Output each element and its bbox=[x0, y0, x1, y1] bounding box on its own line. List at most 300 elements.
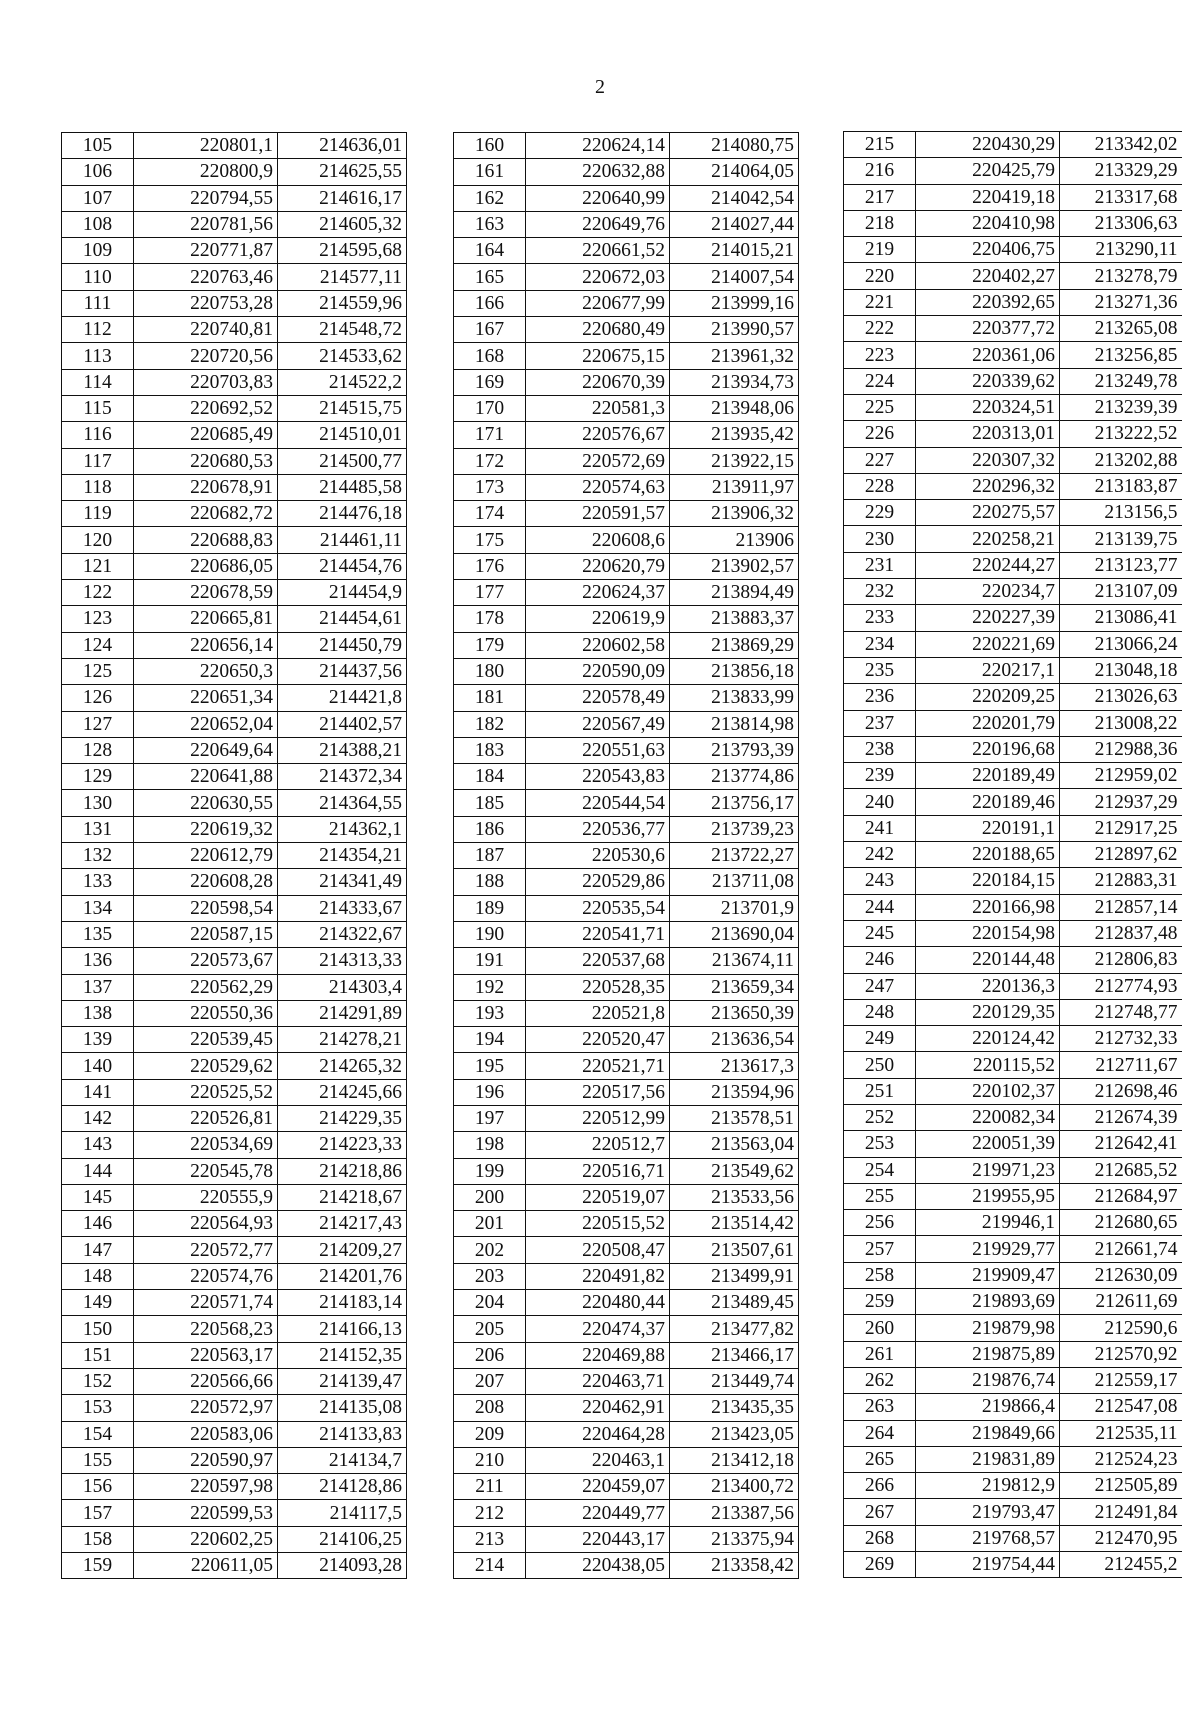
point-number-cell: 246 bbox=[844, 947, 916, 973]
point-number-cell: 175 bbox=[454, 527, 526, 553]
table-row bbox=[844, 657, 1182, 683]
x-coordinate-cell: 220361,06 bbox=[916, 342, 1060, 368]
x-coordinate-cell: 220541,71 bbox=[526, 921, 670, 947]
y-coordinate-cell: 213674,11 bbox=[670, 948, 799, 974]
x-coordinate-cell: 220227,39 bbox=[916, 605, 1060, 631]
y-coordinate-cell: 214042,54 bbox=[670, 185, 799, 211]
table-row bbox=[844, 815, 1182, 841]
x-coordinate-cell: 220529,86 bbox=[526, 869, 670, 895]
point-number-cell: 244 bbox=[844, 894, 916, 920]
point-number-cell: 190 bbox=[454, 921, 526, 947]
x-coordinate-cell: 220641,88 bbox=[134, 764, 278, 790]
table-row bbox=[62, 1500, 407, 1526]
x-coordinate-cell: 220443,17 bbox=[526, 1526, 670, 1552]
x-coordinate-cell: 220217,1 bbox=[916, 657, 1060, 683]
y-coordinate-cell: 213961,32 bbox=[670, 343, 799, 369]
table-row bbox=[844, 210, 1182, 236]
point-number-cell: 249 bbox=[844, 1026, 916, 1052]
y-coordinate-cell: 212491,84 bbox=[1060, 1499, 1182, 1525]
x-coordinate-cell: 220464,28 bbox=[526, 1421, 670, 1447]
x-coordinate-cell: 220563,17 bbox=[134, 1342, 278, 1368]
y-coordinate-cell: 214485,58 bbox=[278, 474, 407, 500]
x-coordinate-cell: 219754,44 bbox=[916, 1552, 1060, 1578]
y-coordinate-cell: 213342,02 bbox=[1060, 132, 1182, 158]
y-coordinate-cell: 212917,25 bbox=[1060, 815, 1182, 841]
point-number-cell: 146 bbox=[62, 1211, 134, 1237]
point-number-cell: 157 bbox=[62, 1500, 134, 1526]
x-coordinate-cell: 220555,9 bbox=[134, 1184, 278, 1210]
table-row bbox=[454, 895, 799, 921]
point-number-cell: 252 bbox=[844, 1104, 916, 1130]
y-coordinate-cell: 213701,9 bbox=[670, 895, 799, 921]
x-coordinate-cell: 220129,35 bbox=[916, 999, 1060, 1025]
x-coordinate-cell: 219893,69 bbox=[916, 1289, 1060, 1315]
x-coordinate-cell: 220651,34 bbox=[134, 685, 278, 711]
y-coordinate-cell: 213489,45 bbox=[670, 1290, 799, 1316]
y-coordinate-cell: 214291,89 bbox=[278, 1000, 407, 1026]
y-coordinate-cell: 214341,49 bbox=[278, 869, 407, 895]
point-number-cell: 155 bbox=[62, 1447, 134, 1473]
y-coordinate-cell: 213935,42 bbox=[670, 422, 799, 448]
point-number-cell: 250 bbox=[844, 1052, 916, 1078]
y-coordinate-cell: 214218,86 bbox=[278, 1158, 407, 1184]
y-coordinate-cell: 214388,21 bbox=[278, 737, 407, 763]
table-row bbox=[844, 1420, 1182, 1446]
table-row bbox=[844, 1341, 1182, 1367]
y-coordinate-cell: 213306,63 bbox=[1060, 210, 1182, 236]
table-row bbox=[454, 790, 799, 816]
x-coordinate-cell: 220536,77 bbox=[526, 816, 670, 842]
table-row bbox=[62, 238, 407, 264]
table-row bbox=[844, 1552, 1182, 1578]
x-coordinate-cell: 220572,77 bbox=[134, 1237, 278, 1263]
x-coordinate-cell: 220082,34 bbox=[916, 1104, 1060, 1130]
point-number-cell: 219 bbox=[844, 237, 916, 263]
point-number-cell: 266 bbox=[844, 1473, 916, 1499]
x-coordinate-cell: 220535,54 bbox=[526, 895, 670, 921]
table-row bbox=[454, 1263, 799, 1289]
y-coordinate-cell: 213477,82 bbox=[670, 1316, 799, 1342]
table-row bbox=[844, 789, 1182, 815]
y-coordinate-cell: 213856,18 bbox=[670, 658, 799, 684]
table-row bbox=[454, 1105, 799, 1131]
table-row bbox=[454, 527, 799, 553]
table-row bbox=[844, 316, 1182, 342]
y-coordinate-cell: 214128,86 bbox=[278, 1474, 407, 1500]
x-coordinate-cell: 220686,05 bbox=[134, 553, 278, 579]
table-row bbox=[844, 920, 1182, 946]
x-coordinate-cell: 220763,46 bbox=[134, 264, 278, 290]
point-number-cell: 144 bbox=[62, 1158, 134, 1184]
table-row bbox=[844, 132, 1182, 158]
table-row bbox=[454, 580, 799, 606]
point-number-cell: 139 bbox=[62, 1027, 134, 1053]
x-coordinate-cell: 220574,76 bbox=[134, 1263, 278, 1289]
y-coordinate-cell: 213317,68 bbox=[1060, 184, 1182, 210]
point-number-cell: 125 bbox=[62, 658, 134, 684]
point-number-cell: 247 bbox=[844, 973, 916, 999]
x-coordinate-cell: 220201,79 bbox=[916, 710, 1060, 736]
page-number: 2 bbox=[595, 76, 605, 98]
point-number-cell: 255 bbox=[844, 1183, 916, 1209]
x-coordinate-cell: 220051,39 bbox=[916, 1131, 1060, 1157]
point-number-cell: 163 bbox=[454, 211, 526, 237]
point-number-cell: 186 bbox=[454, 816, 526, 842]
x-coordinate-cell: 220703,83 bbox=[134, 369, 278, 395]
point-number-cell: 251 bbox=[844, 1078, 916, 1104]
x-coordinate-cell: 220753,28 bbox=[134, 290, 278, 316]
point-number-cell: 202 bbox=[454, 1237, 526, 1263]
x-coordinate-cell: 220624,37 bbox=[526, 580, 670, 606]
x-coordinate-cell: 220587,15 bbox=[134, 921, 278, 947]
point-number-cell: 237 bbox=[844, 710, 916, 736]
table-row bbox=[454, 264, 799, 290]
y-coordinate-cell: 213906,32 bbox=[670, 501, 799, 527]
y-coordinate-cell: 212837,48 bbox=[1060, 920, 1182, 946]
x-coordinate-cell: 220528,35 bbox=[526, 974, 670, 1000]
point-number-cell: 128 bbox=[62, 737, 134, 763]
x-coordinate-cell: 220619,32 bbox=[134, 816, 278, 842]
x-coordinate-cell: 220512,7 bbox=[526, 1132, 670, 1158]
point-number-cell: 178 bbox=[454, 606, 526, 632]
y-coordinate-cell: 214135,08 bbox=[278, 1395, 407, 1421]
x-coordinate-cell: 220672,03 bbox=[526, 264, 670, 290]
table-row bbox=[844, 1525, 1182, 1551]
x-coordinate-cell: 220526,81 bbox=[134, 1105, 278, 1131]
table-row bbox=[454, 606, 799, 632]
point-number-cell: 126 bbox=[62, 685, 134, 711]
y-coordinate-cell: 213086,41 bbox=[1060, 605, 1182, 631]
table-row bbox=[62, 1132, 407, 1158]
y-coordinate-cell: 212937,29 bbox=[1060, 789, 1182, 815]
x-coordinate-cell: 220598,54 bbox=[134, 895, 278, 921]
x-coordinate-cell: 220275,57 bbox=[916, 500, 1060, 526]
point-number-cell: 142 bbox=[62, 1105, 134, 1131]
x-coordinate-cell: 220583,06 bbox=[134, 1421, 278, 1447]
point-number-cell: 196 bbox=[454, 1079, 526, 1105]
x-coordinate-cell: 220425,79 bbox=[916, 158, 1060, 184]
y-coordinate-cell: 214183,14 bbox=[278, 1290, 407, 1316]
point-number-cell: 238 bbox=[844, 736, 916, 762]
table-row bbox=[844, 1367, 1182, 1393]
y-coordinate-cell: 212685,52 bbox=[1060, 1157, 1182, 1183]
table-row bbox=[62, 1263, 407, 1289]
x-coordinate-cell: 220602,25 bbox=[134, 1526, 278, 1552]
x-coordinate-cell: 220534,69 bbox=[134, 1132, 278, 1158]
point-number-cell: 206 bbox=[454, 1342, 526, 1368]
y-coordinate-cell: 213387,56 bbox=[670, 1500, 799, 1526]
y-coordinate-cell: 214134,7 bbox=[278, 1447, 407, 1473]
table-row bbox=[454, 343, 799, 369]
table-row bbox=[454, 764, 799, 790]
y-coordinate-cell: 214201,76 bbox=[278, 1263, 407, 1289]
point-number-cell: 108 bbox=[62, 211, 134, 237]
x-coordinate-cell: 220463,1 bbox=[526, 1447, 670, 1473]
table-row bbox=[844, 1026, 1182, 1052]
point-number-cell: 112 bbox=[62, 317, 134, 343]
table-row bbox=[454, 843, 799, 869]
y-coordinate-cell: 214139,47 bbox=[278, 1368, 407, 1394]
point-number-cell: 195 bbox=[454, 1053, 526, 1079]
point-number-cell: 229 bbox=[844, 500, 916, 526]
table-row bbox=[454, 1079, 799, 1105]
x-coordinate-cell: 220590,97 bbox=[134, 1447, 278, 1473]
y-coordinate-cell: 214333,67 bbox=[278, 895, 407, 921]
y-coordinate-cell: 214303,4 bbox=[278, 974, 407, 1000]
y-coordinate-cell: 213423,05 bbox=[670, 1421, 799, 1447]
table-row bbox=[62, 632, 407, 658]
y-coordinate-cell: 212642,41 bbox=[1060, 1131, 1182, 1157]
y-coordinate-cell: 214080,75 bbox=[670, 133, 799, 159]
table-row bbox=[62, 1053, 407, 1079]
table-row bbox=[454, 422, 799, 448]
y-coordinate-cell: 214533,62 bbox=[278, 343, 407, 369]
point-number-cell: 117 bbox=[62, 448, 134, 474]
table-row bbox=[62, 553, 407, 579]
point-number-cell: 113 bbox=[62, 343, 134, 369]
table-row bbox=[844, 1157, 1182, 1183]
table-row bbox=[62, 869, 407, 895]
point-number-cell: 180 bbox=[454, 658, 526, 684]
point-number-cell: 231 bbox=[844, 552, 916, 578]
point-number-cell: 170 bbox=[454, 395, 526, 421]
point-number-cell: 267 bbox=[844, 1499, 916, 1525]
x-coordinate-cell: 220512,99 bbox=[526, 1105, 670, 1131]
table-row bbox=[62, 317, 407, 343]
y-coordinate-cell: 212748,77 bbox=[1060, 999, 1182, 1025]
x-coordinate-cell: 219849,66 bbox=[916, 1420, 1060, 1446]
table-row bbox=[844, 552, 1182, 578]
table-row bbox=[62, 527, 407, 553]
x-coordinate-cell: 220680,53 bbox=[134, 448, 278, 474]
table-row bbox=[62, 843, 407, 869]
y-coordinate-cell: 213739,23 bbox=[670, 816, 799, 842]
point-number-cell: 127 bbox=[62, 711, 134, 737]
table-row bbox=[844, 868, 1182, 894]
x-coordinate-cell: 220543,83 bbox=[526, 764, 670, 790]
point-number-cell: 124 bbox=[62, 632, 134, 658]
point-number-cell: 210 bbox=[454, 1447, 526, 1473]
x-coordinate-cell: 220650,3 bbox=[134, 658, 278, 684]
point-number-cell: 105 bbox=[62, 133, 134, 159]
y-coordinate-cell: 214278,21 bbox=[278, 1027, 407, 1053]
y-coordinate-cell: 214364,55 bbox=[278, 790, 407, 816]
x-coordinate-cell: 220189,46 bbox=[916, 789, 1060, 815]
table-row bbox=[844, 500, 1182, 526]
y-coordinate-cell: 214454,61 bbox=[278, 606, 407, 632]
point-number-cell: 118 bbox=[62, 474, 134, 500]
point-number-cell: 138 bbox=[62, 1000, 134, 1026]
point-number-cell: 130 bbox=[62, 790, 134, 816]
y-coordinate-cell: 213690,04 bbox=[670, 921, 799, 947]
x-coordinate-cell: 220602,58 bbox=[526, 632, 670, 658]
y-coordinate-cell: 214064,05 bbox=[670, 159, 799, 185]
y-coordinate-cell: 213922,15 bbox=[670, 448, 799, 474]
y-coordinate-cell: 212535,11 bbox=[1060, 1420, 1182, 1446]
x-coordinate-cell: 220685,49 bbox=[134, 422, 278, 448]
x-coordinate-cell: 220771,87 bbox=[134, 238, 278, 264]
x-coordinate-cell: 220209,25 bbox=[916, 684, 1060, 710]
table-row bbox=[454, 1000, 799, 1026]
table-row bbox=[454, 948, 799, 974]
x-coordinate-cell: 220296,32 bbox=[916, 473, 1060, 499]
table-row bbox=[844, 710, 1182, 736]
y-coordinate-cell: 213202,88 bbox=[1060, 447, 1182, 473]
y-coordinate-cell: 213814,98 bbox=[670, 711, 799, 737]
point-number-cell: 185 bbox=[454, 790, 526, 816]
coordinates-table-3 bbox=[843, 131, 1182, 1578]
point-number-cell: 215 bbox=[844, 132, 916, 158]
y-coordinate-cell: 214421,8 bbox=[278, 685, 407, 711]
point-number-cell: 259 bbox=[844, 1289, 916, 1315]
point-number-cell: 191 bbox=[454, 948, 526, 974]
point-number-cell: 159 bbox=[62, 1553, 134, 1579]
point-number-cell: 233 bbox=[844, 605, 916, 631]
table-row bbox=[454, 1421, 799, 1447]
y-coordinate-cell: 214152,35 bbox=[278, 1342, 407, 1368]
point-number-cell: 263 bbox=[844, 1394, 916, 1420]
y-coordinate-cell: 214313,33 bbox=[278, 948, 407, 974]
y-coordinate-cell: 212711,67 bbox=[1060, 1052, 1182, 1078]
point-number-cell: 137 bbox=[62, 974, 134, 1000]
x-coordinate-cell: 220678,91 bbox=[134, 474, 278, 500]
y-coordinate-cell: 213183,87 bbox=[1060, 473, 1182, 499]
table-row bbox=[62, 1237, 407, 1263]
point-number-cell: 115 bbox=[62, 395, 134, 421]
x-coordinate-cell: 220459,07 bbox=[526, 1474, 670, 1500]
point-number-cell: 194 bbox=[454, 1027, 526, 1053]
table-row bbox=[844, 842, 1182, 868]
y-coordinate-cell: 213466,17 bbox=[670, 1342, 799, 1368]
x-coordinate-cell: 220166,98 bbox=[916, 894, 1060, 920]
y-coordinate-cell: 213948,06 bbox=[670, 395, 799, 421]
table-row bbox=[62, 1395, 407, 1421]
x-coordinate-cell: 220590,09 bbox=[526, 658, 670, 684]
table-row bbox=[844, 973, 1182, 999]
table-row bbox=[62, 1526, 407, 1552]
x-coordinate-cell: 220544,54 bbox=[526, 790, 670, 816]
y-coordinate-cell: 213265,08 bbox=[1060, 316, 1182, 342]
table-row bbox=[62, 1316, 407, 1342]
point-number-cell: 211 bbox=[454, 1474, 526, 1500]
point-number-cell: 167 bbox=[454, 317, 526, 343]
y-coordinate-cell: 214595,68 bbox=[278, 238, 407, 264]
x-coordinate-cell: 220611,05 bbox=[134, 1553, 278, 1579]
table-row bbox=[62, 1553, 407, 1579]
y-coordinate-cell: 212470,95 bbox=[1060, 1525, 1182, 1551]
y-coordinate-cell: 213902,57 bbox=[670, 553, 799, 579]
table-row bbox=[62, 264, 407, 290]
y-coordinate-cell: 214354,21 bbox=[278, 843, 407, 869]
point-number-cell: 256 bbox=[844, 1210, 916, 1236]
y-coordinate-cell: 212505,89 bbox=[1060, 1473, 1182, 1499]
point-number-cell: 214 bbox=[454, 1553, 526, 1579]
y-coordinate-cell: 214577,11 bbox=[278, 264, 407, 290]
table-row bbox=[62, 133, 407, 159]
x-coordinate-cell: 220463,71 bbox=[526, 1368, 670, 1394]
point-number-cell: 221 bbox=[844, 289, 916, 315]
point-number-cell: 168 bbox=[454, 343, 526, 369]
table-row bbox=[844, 605, 1182, 631]
point-number-cell: 197 bbox=[454, 1105, 526, 1131]
point-number-cell: 135 bbox=[62, 921, 134, 947]
table-row bbox=[62, 974, 407, 1000]
y-coordinate-cell: 214265,32 bbox=[278, 1053, 407, 1079]
table-row bbox=[844, 894, 1182, 920]
point-number-cell: 209 bbox=[454, 1421, 526, 1447]
y-coordinate-cell: 214515,75 bbox=[278, 395, 407, 421]
point-number-cell: 123 bbox=[62, 606, 134, 632]
y-coordinate-cell: 213066,24 bbox=[1060, 631, 1182, 657]
point-number-cell: 188 bbox=[454, 869, 526, 895]
y-coordinate-cell: 214450,79 bbox=[278, 632, 407, 658]
x-coordinate-cell: 219955,95 bbox=[916, 1183, 1060, 1209]
table-row bbox=[62, 422, 407, 448]
table-row bbox=[62, 211, 407, 237]
table-row bbox=[454, 395, 799, 421]
x-coordinate-cell: 220313,01 bbox=[916, 421, 1060, 447]
x-coordinate-cell: 220800,9 bbox=[134, 159, 278, 185]
table-row bbox=[454, 869, 799, 895]
x-coordinate-cell: 220521,8 bbox=[526, 1000, 670, 1026]
table-row bbox=[454, 1158, 799, 1184]
x-coordinate-cell: 220740,81 bbox=[134, 317, 278, 343]
y-coordinate-cell: 212455,2 bbox=[1060, 1552, 1182, 1578]
y-coordinate-cell: 213793,39 bbox=[670, 737, 799, 763]
y-coordinate-cell: 214500,77 bbox=[278, 448, 407, 474]
point-number-cell: 176 bbox=[454, 553, 526, 579]
table-row bbox=[844, 473, 1182, 499]
table-row bbox=[62, 816, 407, 842]
table-row bbox=[62, 948, 407, 974]
x-coordinate-cell: 220516,71 bbox=[526, 1158, 670, 1184]
point-number-cell: 203 bbox=[454, 1263, 526, 1289]
table-row bbox=[844, 1315, 1182, 1341]
table-row bbox=[454, 1526, 799, 1552]
table-row bbox=[62, 711, 407, 737]
point-number-cell: 242 bbox=[844, 842, 916, 868]
x-coordinate-cell: 220608,28 bbox=[134, 869, 278, 895]
point-number-cell: 226 bbox=[844, 421, 916, 447]
point-number-cell: 107 bbox=[62, 185, 134, 211]
x-coordinate-cell: 220221,69 bbox=[916, 631, 1060, 657]
x-coordinate-cell: 220599,53 bbox=[134, 1500, 278, 1526]
table-row bbox=[454, 737, 799, 763]
point-number-cell: 173 bbox=[454, 474, 526, 500]
x-coordinate-cell: 220525,52 bbox=[134, 1079, 278, 1105]
table-row bbox=[62, 1421, 407, 1447]
y-coordinate-cell: 213756,17 bbox=[670, 790, 799, 816]
table-row bbox=[62, 395, 407, 421]
y-coordinate-cell: 212570,92 bbox=[1060, 1341, 1182, 1367]
table-row bbox=[844, 1078, 1182, 1104]
point-number-cell: 204 bbox=[454, 1290, 526, 1316]
table-row bbox=[62, 921, 407, 947]
point-number-cell: 258 bbox=[844, 1262, 916, 1288]
y-coordinate-cell: 214015,21 bbox=[670, 238, 799, 264]
point-number-cell: 192 bbox=[454, 974, 526, 1000]
table-row bbox=[844, 289, 1182, 315]
table-row bbox=[454, 369, 799, 395]
y-coordinate-cell: 214372,34 bbox=[278, 764, 407, 790]
x-coordinate-cell: 220515,52 bbox=[526, 1211, 670, 1237]
point-number-cell: 234 bbox=[844, 631, 916, 657]
table-row bbox=[844, 1446, 1182, 1472]
x-coordinate-cell: 220568,23 bbox=[134, 1316, 278, 1342]
y-coordinate-cell: 214548,72 bbox=[278, 317, 407, 343]
point-number-cell: 230 bbox=[844, 526, 916, 552]
x-coordinate-cell: 219875,89 bbox=[916, 1341, 1060, 1367]
